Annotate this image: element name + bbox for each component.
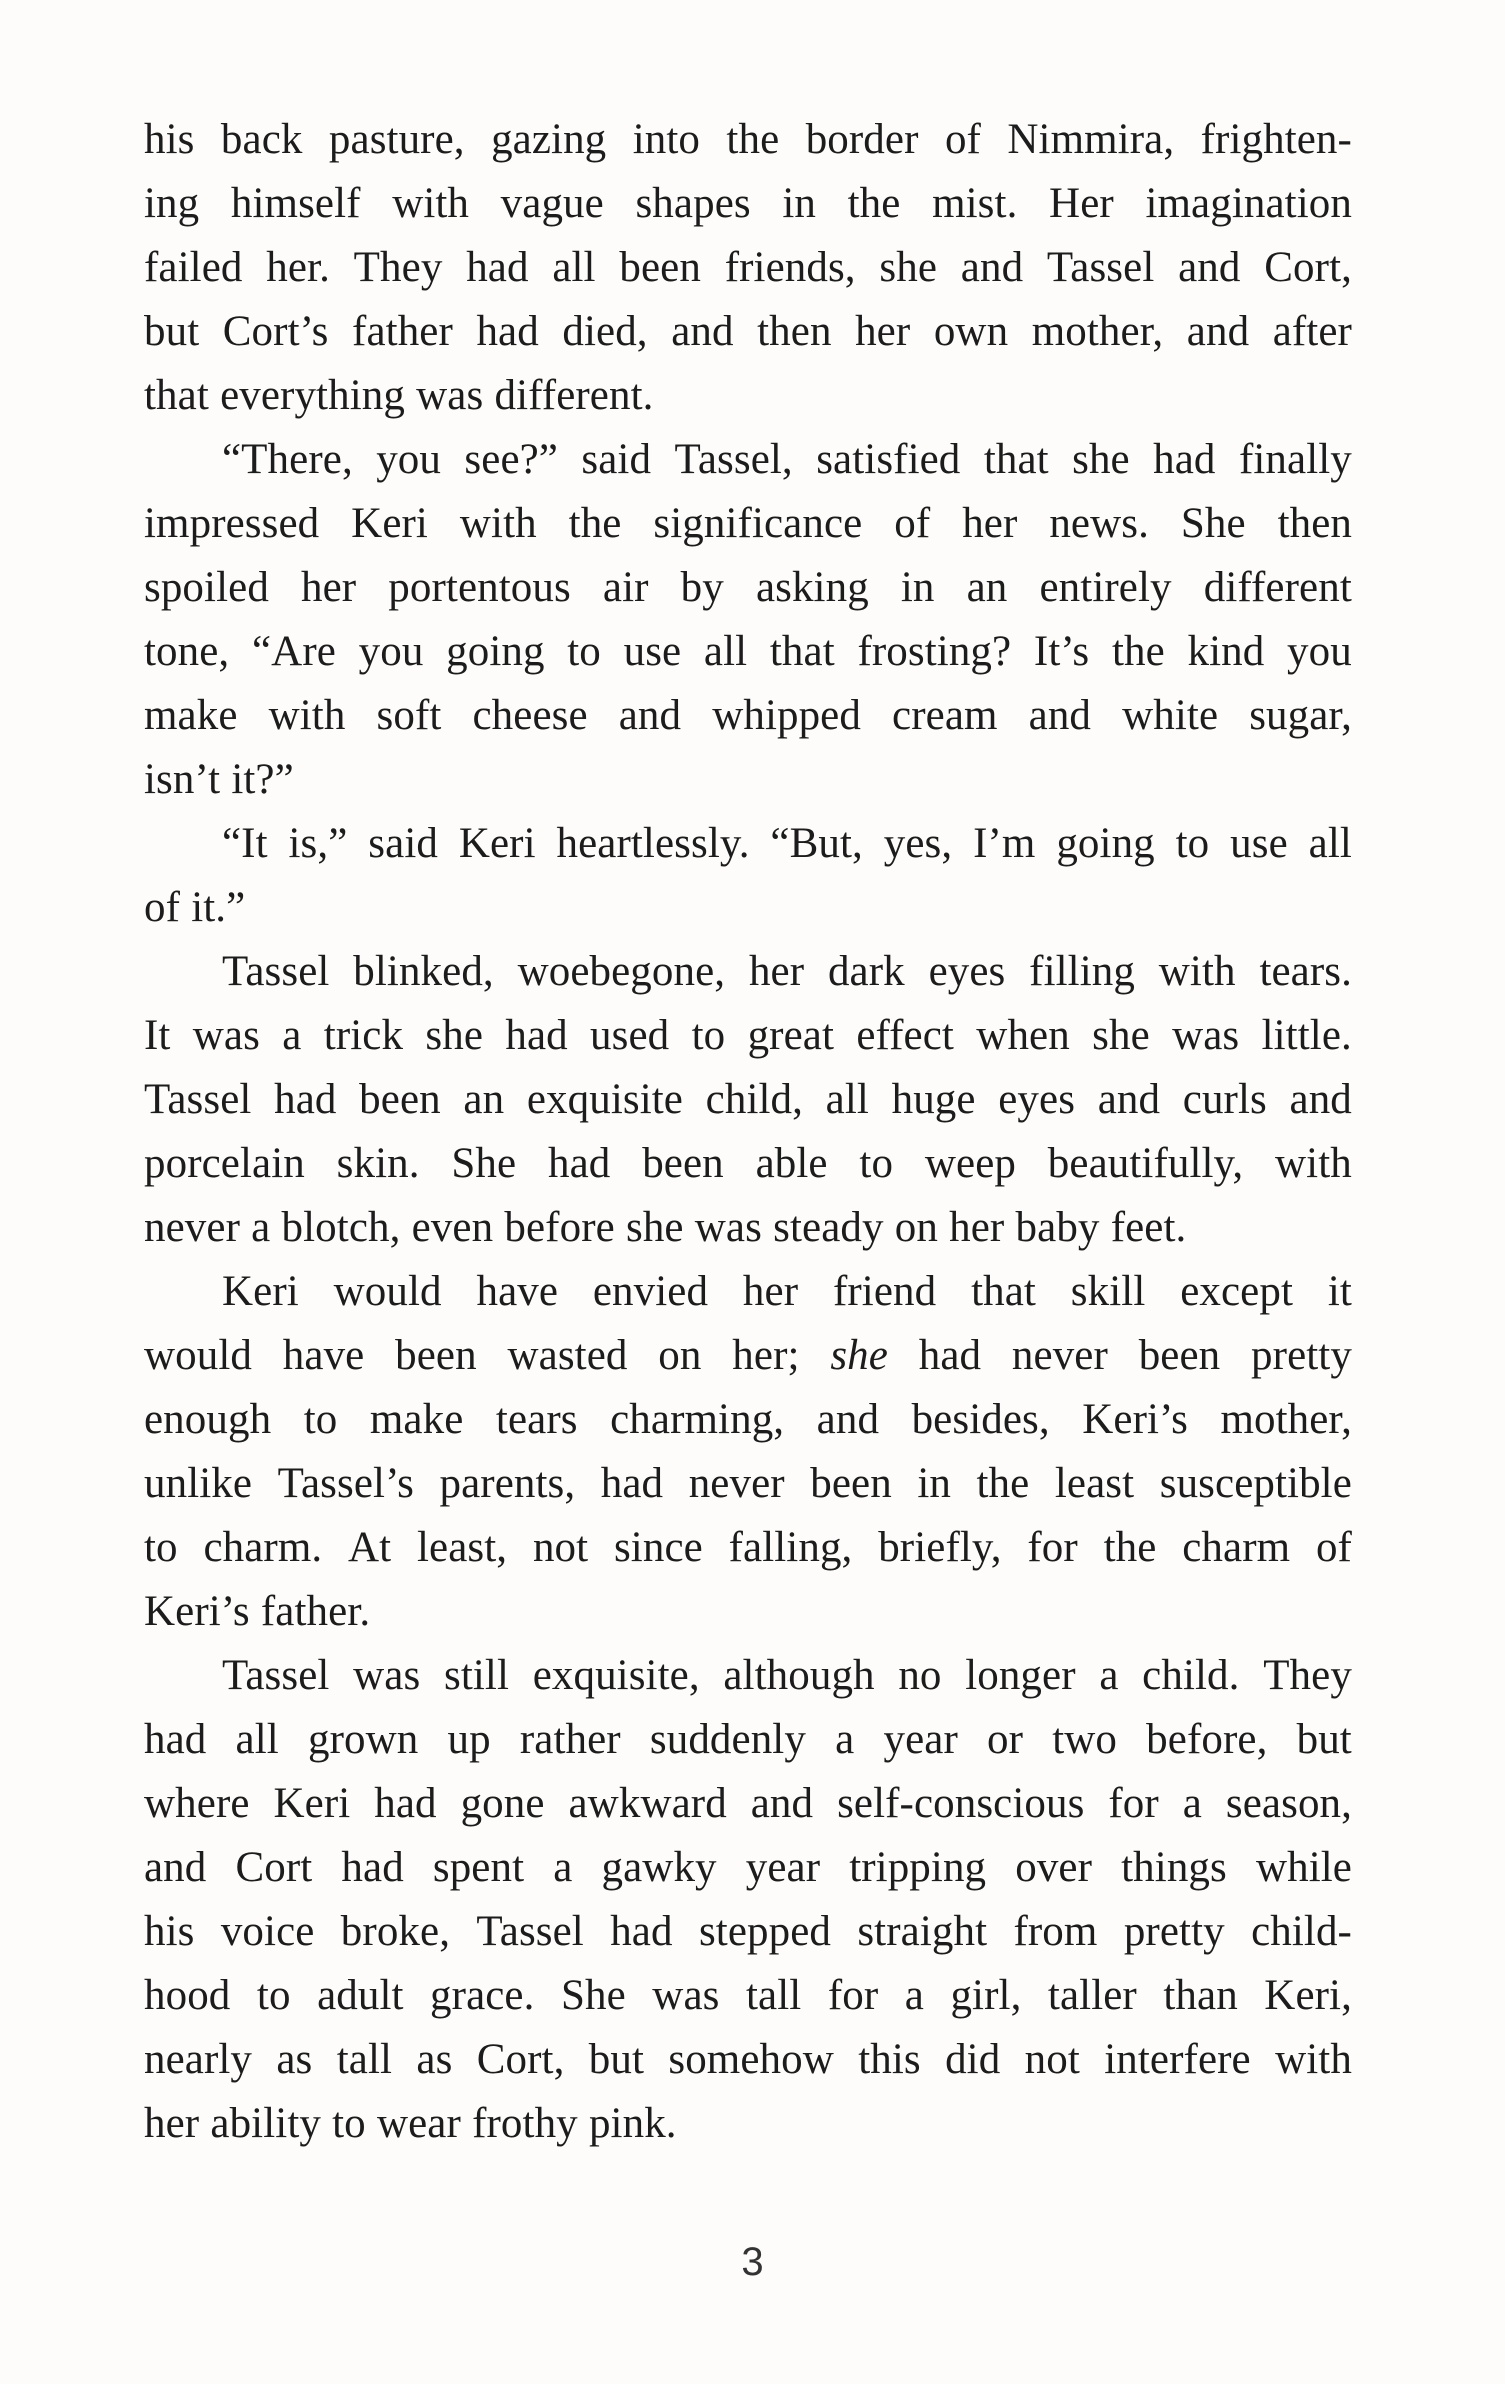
text-line: isn’t it?” xyxy=(144,756,294,803)
text-line: Tassel blinked, woebegone, her dark eyes filling with tears. xyxy=(222,948,1352,995)
text-line: ing himself with vague shapes in the mist. Her imagination xyxy=(144,180,1352,227)
page-number: 3 xyxy=(741,2240,764,2284)
text-line: Keri would have envied her friend that skill except it xyxy=(222,1268,1352,1315)
text-line: never a blotch, even before she was steady on her baby feet. xyxy=(144,1204,1187,1251)
text-line: and Cort had spent a gawky year tripping over things while xyxy=(144,1844,1352,1891)
text-line: impressed Keri with the significance of her news. She then xyxy=(144,500,1352,547)
text-line: failed her. They had all been friends, she and Tassel and Cort, xyxy=(144,244,1352,291)
text-line: enough to make tears charming, and besides, Keri’s mother, xyxy=(144,1396,1352,1443)
text-line: that everything was different. xyxy=(144,372,654,419)
text-line: where Keri had gone awkward and self-conscious for a season, xyxy=(144,1780,1352,1827)
text-line: would have been wasted on her; she had never been pretty xyxy=(144,1332,1352,1379)
text-line: had all grown up rather suddenly a year or two before, but xyxy=(144,1716,1352,1763)
text-line: her ability to wear frothy pink. xyxy=(144,2100,677,2147)
text-line: his back pasture, gazing into the border of Nimmira, frighten- xyxy=(144,116,1352,163)
text-line: Tassel was still exquisite, although no longer a child. They xyxy=(222,1652,1352,1699)
text-line: hood to adult grace. She was tall for a girl, taller than Keri, xyxy=(144,1972,1352,2019)
text-line: “It is,” said Keri heartlessly. “But, yes, I’m going to use all xyxy=(222,820,1352,867)
text-line: porcelain skin. She had been able to weep beautifully, with xyxy=(144,1140,1352,1187)
text-line: tone, “Are you going to use all that frosting? It’s the kind you xyxy=(144,628,1352,675)
text-line: nearly as tall as Cort, but somehow this did not interfere with xyxy=(144,2036,1352,2083)
text-line: It was a trick she had used to great effect when she was little. xyxy=(144,1012,1352,1059)
text-line: make with soft cheese and whipped cream and white sugar, xyxy=(144,692,1352,739)
text-line: to charm. At least, not since falling, briefly, for the charm of xyxy=(144,1524,1352,1571)
text-line: of it.” xyxy=(144,884,246,931)
text-line: Keri’s father. xyxy=(144,1588,371,1635)
text-line: but Cort’s father had died, and then her own mother, and after xyxy=(144,308,1352,355)
text-line: Tassel had been an exquisite child, all huge eyes and curls and xyxy=(144,1076,1352,1123)
text-line: “There, you see?” said Tassel, satisfied that she had finally xyxy=(222,436,1352,483)
text-line: unlike Tassel’s parents, had never been in the least susceptible xyxy=(144,1460,1352,1507)
book-page-body xyxy=(144,108,1352,2258)
text-line: his voice broke, Tassel had stepped straight from pretty child- xyxy=(144,1908,1352,1955)
text-line: spoiled her portentous air by asking in an entirely different xyxy=(144,564,1352,611)
